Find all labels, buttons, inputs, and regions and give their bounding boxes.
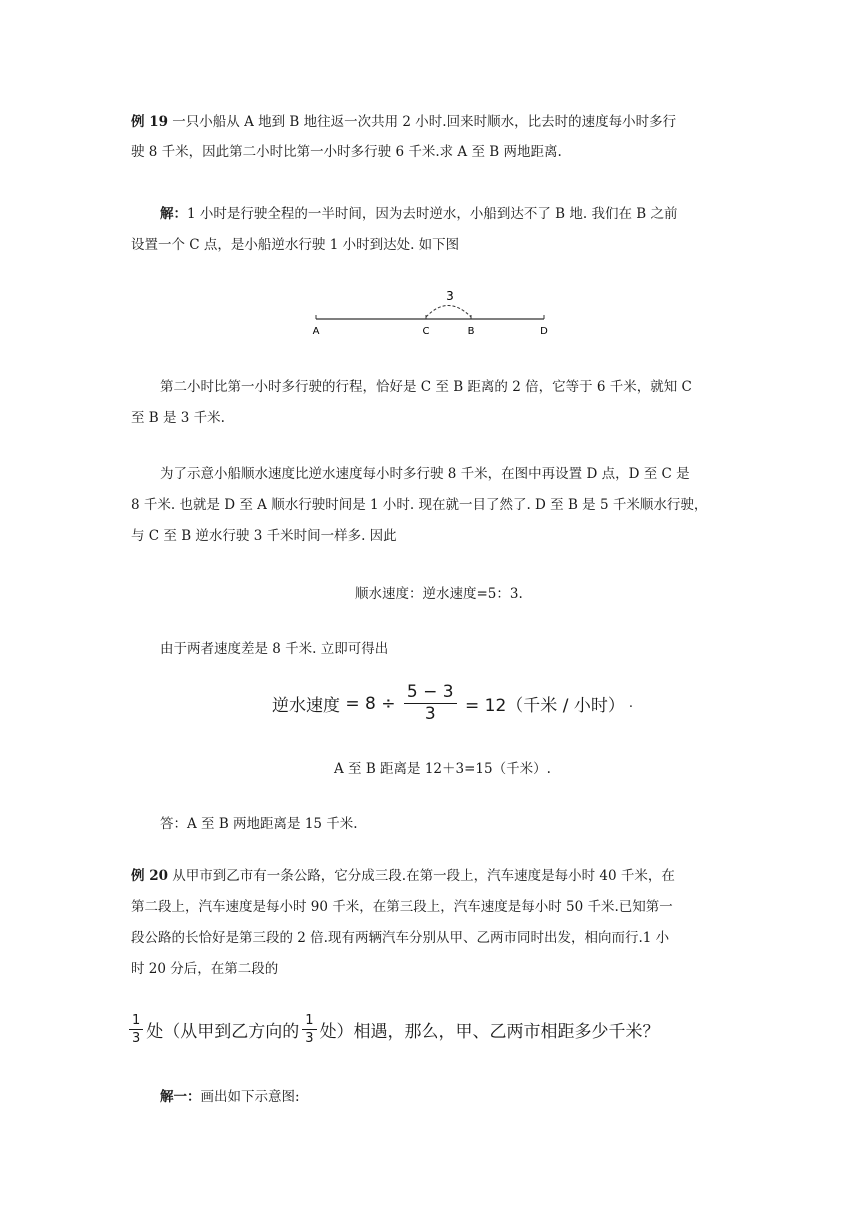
- example-20-line-4: 时 20 分后，在第二段的: [131, 961, 279, 977]
- distance-line: A 至 B 距离是 12＋3=15（千米）.: [334, 761, 551, 777]
- example-19-line-1: [131, 112, 676, 132]
- formula: [272, 684, 633, 723]
- formula-eq1: = 8 ÷: [340, 693, 401, 714]
- solution-19-line-1: [160, 204, 677, 224]
- label-a: A: [312, 326, 320, 337]
- arc-c-b: [426, 306, 471, 318]
- fraction-one-third-a: [129, 1014, 143, 1045]
- example-20-label: 例 20: [131, 868, 168, 884]
- solution-19-text-1: 1 小时是行驶全程的一半时间，因为去时逆水，小船到达不了 B 地. 我们在 B 之前: [187, 206, 678, 222]
- fraction-sentence: [129, 1014, 660, 1045]
- paragraph-2-line-3: 与 C 至 B 逆水行驶 3 千米时间一样多. 因此: [131, 528, 397, 544]
- solution-19-label: 解：: [160, 206, 187, 222]
- fraction-b-numerator: 1: [302, 1014, 316, 1030]
- fraction-one-third-b: [302, 1014, 316, 1045]
- example-20-line-1: [131, 866, 675, 886]
- label-c: C: [422, 326, 430, 337]
- formula-numerator: 5 − 3: [404, 684, 457, 704]
- example-19-label: 例 19: [131, 114, 168, 130]
- ratio-line: 顺水速度：逆水速度=5：3.: [355, 586, 523, 602]
- label-d: D: [540, 326, 548, 337]
- example-20-line-3: 段公路的长恰好是第三段的 2 倍.现有两辆汽车分别从甲、乙两市同时出发，相向而行.1 小: [131, 930, 670, 946]
- example-20-line-2: 第二段上，汽车速度是每小时 90 千米，在第三段上，汽车速度是每小时 50 千米.已知第一: [131, 899, 673, 915]
- fraction-a-numerator: 1: [129, 1014, 143, 1030]
- fraction-sentence-text-2: 处）相遇，那么，甲、乙两市相距多少千米？: [319, 1022, 660, 1042]
- example-19-text-1: 一只小船从 A 地到 B 地往返一次共用 2 小时.回来时顺水，比去时的速度每小时多行: [172, 114, 677, 130]
- segment-diagram: [300, 284, 560, 340]
- formula-denominator: 3: [424, 704, 436, 724]
- formula-lhs: 逆水速度: [272, 696, 340, 716]
- solution-20-text: 画出如下示意图:: [200, 1089, 300, 1105]
- formula-tail: .: [628, 696, 633, 711]
- formula-fraction: [404, 684, 457, 723]
- paragraph-1-line-1: 第二小时比第一小时多行驶的行程，恰好是 C 至 B 距离的 2 倍，它等于 6 千米，就知 C: [160, 379, 692, 395]
- paragraph-1-line-2: 至 B 是 3 千米.: [131, 410, 225, 426]
- formula-rhs: = 12（千米 / 小时）: [459, 696, 625, 716]
- arc-label: 3: [446, 289, 454, 303]
- paragraph-2-line-1: 为了示意小船顺水速度比逆水速度每小时多行驶 8 千米，在图中再设置 D 点，D 至 C 是: [160, 466, 690, 482]
- fraction-a-denominator: 3: [132, 1031, 141, 1046]
- solution-20: [160, 1087, 300, 1107]
- answer-19: 答：A 至 B 两地距离是 15 千米.: [160, 816, 358, 832]
- fraction-sentence-text-1: 处（从甲到乙方向的: [146, 1022, 300, 1042]
- label-b: B: [467, 326, 475, 337]
- fraction-b-denominator: 3: [305, 1031, 314, 1046]
- solution-20-label: 解一：: [160, 1089, 201, 1105]
- example-20-text-1: 从甲市到乙市有一条公路，它分成三段.在第一段上，汽车速度是每小时 40 千米，在: [172, 868, 675, 884]
- example-19-line-2: 驶 8 千米，因此第二小时比第一小时多行驶 6 千米.求 A 至 B 两地距离.: [131, 144, 562, 160]
- solution-19-line-2: 设置一个 C 点，是小船逆水行驶 1 小时到达处. 如下图: [131, 237, 460, 253]
- paragraph-2-line-2: 8 千米. 也就是 D 至 A 顺水行驶时间是 1 小时. 现在就一目了然了. D 至 B 是 5 千米顺水行驶，: [131, 497, 708, 513]
- paragraph-3: 由于两者速度差是 8 千米. 立即可得出: [160, 641, 389, 657]
